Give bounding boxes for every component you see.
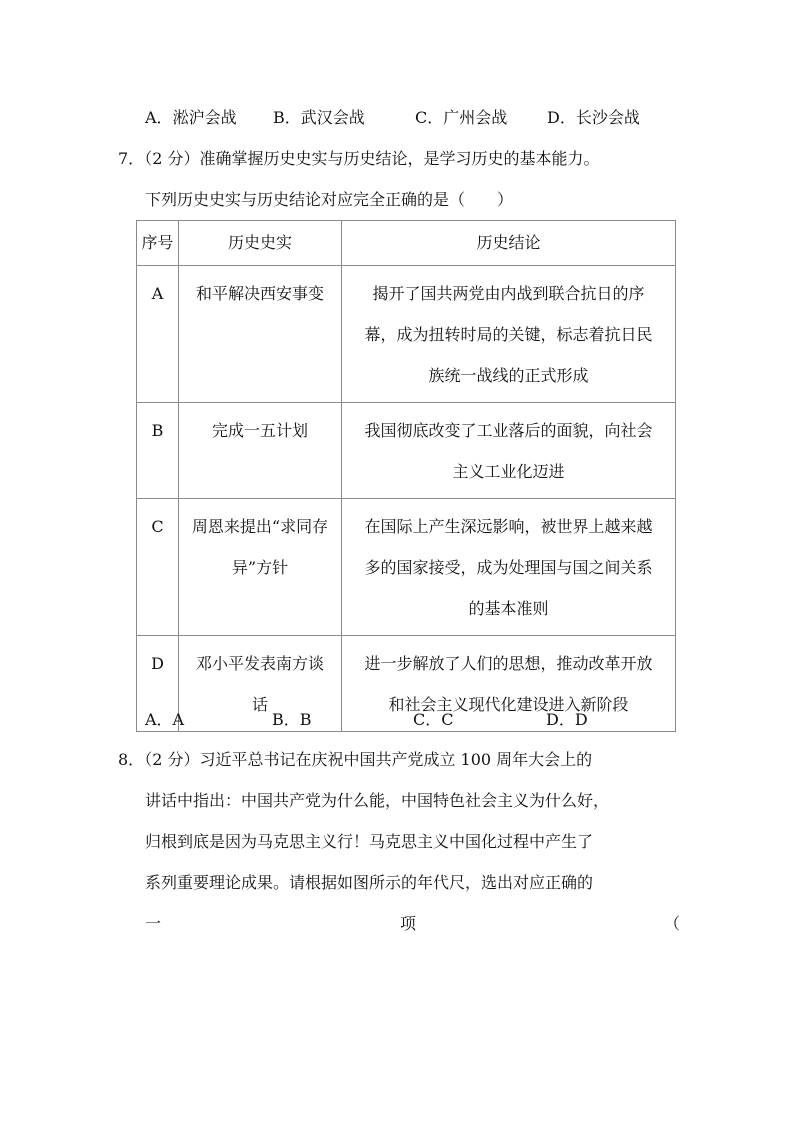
- q7-stem-line1: [118, 147, 599, 171]
- row-fact: 邓小平发表南方谈 话: [179, 636, 342, 732]
- q6-option-b[interactable]: B．武汉会战: [273, 108, 365, 127]
- table-row: [137, 266, 676, 403]
- row-conclusion: 进一步解放了人们的思想，推动改革开放 和社会主义现代化建设进入新阶段: [342, 636, 676, 732]
- q7-text-1: （2 分）准确掌握历史史实与历史结论，是学习历史的基本能力。: [144, 149, 600, 168]
- table-header-row: [137, 221, 676, 266]
- row-conclusion: 我国彻底改变了工业落后的面貌，向社会 主义工业化迈进: [342, 403, 676, 499]
- row-fact: 和平解决西安事变: [179, 266, 342, 403]
- q8-stem: [118, 748, 681, 953]
- q6-option-c[interactable]: C．广州会战: [415, 108, 508, 127]
- row-conclusion: 揭开了国共两党由内战到联合抗日的序 幕，成为扭转时局的关键，标志着抗日民 族统一战线的正式形成: [342, 266, 676, 403]
- q7-number: 7．: [118, 149, 145, 168]
- header-conclusion: 历史结论: [342, 221, 676, 266]
- q7-option-c[interactable]: C．C: [413, 710, 454, 729]
- table-row: [137, 499, 676, 636]
- row-fact: 周恩来提出“求同存 异”方针: [179, 499, 342, 636]
- q7-stem-line2: 下列历史史实与历史结论对应完全正确的是（ ）: [145, 190, 514, 209]
- header-fact: 历史史实: [179, 221, 342, 266]
- row-id: D: [137, 636, 179, 732]
- q8-line3: 归根到底是因为马克思主义行！马克思主义中国化过程中产生了: [145, 832, 594, 851]
- row-conclusion: 在国际上产生深远影响，被世界上越来越 多的国家接受，成为处理国与国之间关系 的基本准则: [342, 499, 676, 636]
- q7-option-b[interactable]: B．B: [272, 710, 312, 729]
- q8-line4: 系列重要理论成果。请根据如图所示的年代尺，选出对应正确的: [145, 873, 594, 892]
- q8-line5: 一 项 （: [145, 914, 681, 933]
- row-id: B: [137, 403, 179, 499]
- q8-line2: 讲话中指出：中国共产党为什么能，中国特色社会主义为什么好，: [145, 791, 610, 810]
- q7-option-d[interactable]: D．D: [546, 710, 588, 729]
- row-id: C: [137, 499, 179, 636]
- q6-option-d[interactable]: D．长沙会战: [547, 108, 640, 127]
- row-id: A: [137, 266, 179, 403]
- header-id: 序号: [137, 221, 179, 266]
- q6-option-a[interactable]: A．淞沪会战: [145, 108, 237, 127]
- table-row: [137, 403, 676, 499]
- q8-line1: 8．（2 分）习近平总书记在庆祝中国共产党成立 100 周年大会上的: [118, 750, 593, 769]
- table-row: [137, 636, 676, 732]
- q7-table: [136, 220, 676, 732]
- q8-number: 8．: [118, 750, 145, 769]
- q7-option-a[interactable]: A．A: [145, 710, 185, 729]
- row-fact: 完成一五计划: [179, 403, 342, 499]
